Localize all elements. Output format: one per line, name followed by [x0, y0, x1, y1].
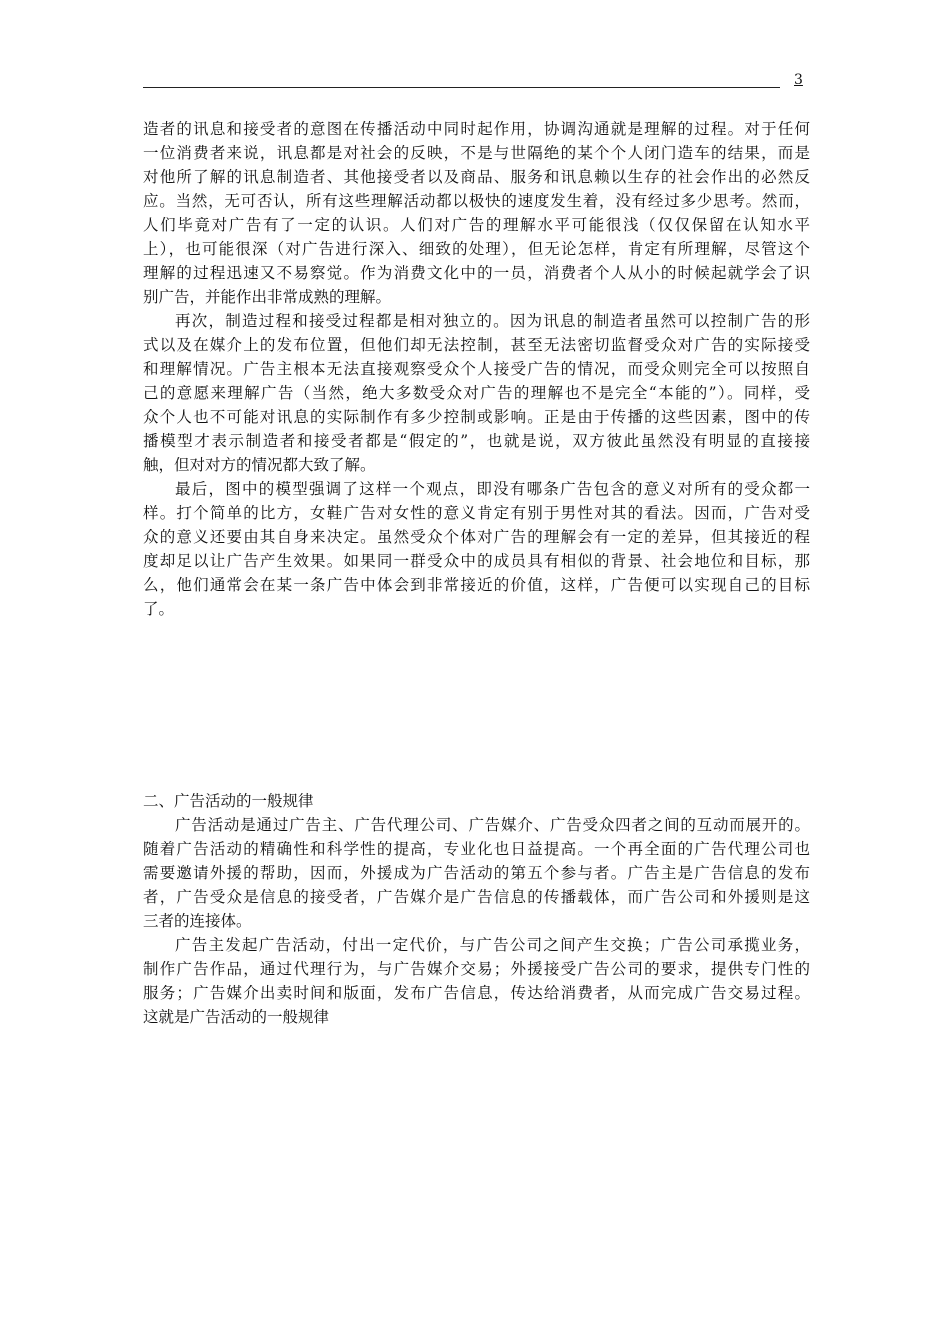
text-line: 触，但对对方的情况都大致了解。	[143, 456, 376, 474]
text-line: 广告主发起广告活动，付出一定代价，与广告公司之间产生交换；广告公司承揽业务，	[175, 936, 810, 954]
text-line: 需要邀请外援的帮助，因而，外援成为广告活动的第五个参与者。广告主是广告信息的发布	[143, 864, 810, 882]
section-body-2	[143, 789, 810, 1029]
text-line: 应。当然，无可否认，所有这些理解活动都以极快的速度发生着，没有经过多少思考。然而，	[143, 192, 810, 210]
text-line: 这就是广告活动的一般规律	[143, 1008, 330, 1026]
text-line: 三者的连接体。	[143, 912, 252, 930]
page-number: 3	[794, 72, 803, 88]
section-body-1	[143, 117, 810, 621]
text-line: 一位消费者来说，讯息都是对社会的反映，不是与世隔绝的某个个人闭门造车的结果，而是	[143, 144, 810, 162]
text-line: 度却足以让广告产生效果。如果同一群受众中的成员具有相似的背景、社会地位和目标，那	[143, 552, 810, 570]
text-line: 别广告，并能作出非常成熟的理解。	[143, 288, 392, 306]
text-line: 服务；广告媒介出卖时间和版面，发布广告信息，传达给消费者，从而完成广告交易过程。	[143, 984, 810, 1002]
text-line: 人们毕竟对广告有了一定的认识。人们对广告的理解水平可能很浅（仅仅保留在认知水平	[143, 216, 810, 234]
text-line: 上），也可能很深（对广告进行深入、细致的处理），但无论怎样，肯定有所理解，尽管这个	[143, 240, 810, 258]
text-line: 广告活动是通过广告主、广告代理公司、广告媒介、广告受众四者之间的互动而展开的。	[175, 816, 810, 834]
text-line: 理解的过程迅速又不易察觉。作为消费文化中的一员，消费者个人从小的时候起就学会了识	[143, 264, 810, 282]
text-line: 最后，图中的模型强调了这样一个观点，即没有哪条广告包含的意义对所有的受众都一	[175, 480, 810, 498]
text-line: 样。打个简单的比方，女鞋广告对女性的意义肯定有别于男性对其的看法。因而，广告对受	[143, 504, 810, 522]
text-line: 式以及在媒介上的发布位置，但他们却无法控制，甚至无法密切监督受众对广告的实际接受	[143, 336, 810, 354]
text-line: 制作广告作品，通过代理行为，与广告媒介交易；外援接受广告公司的要求，提供专门性的	[143, 960, 810, 978]
text-line: 和理解情况。广告主根本无法直接观察受众个人接受广告的情况，而受众则完全可以按照自	[143, 360, 810, 378]
header-rule	[143, 87, 780, 88]
text-line: 众的意义还要由其自身来决定。虽然受众个体对广告的理解会有一定的差异，但其接近的程	[143, 528, 810, 546]
section-heading: 二、广告活动的一般规律	[143, 792, 314, 810]
text-line: 随着广告活动的精确性和科学性的提高，专业化也日益提高。一个再全面的广告代理公司也	[143, 840, 810, 858]
text-line: 者，广告受众是信息的接受者，广告媒介是广告信息的传播载体，而广告公司和外援则是这	[143, 888, 810, 906]
text-line: 播模型才表示制造者和接受者都是“假定的”，也就是说，双方彼此虽然没有明显的直接接	[143, 432, 810, 450]
text-line: 了。	[143, 600, 175, 618]
text-line: 众个人也不可能对讯息的实际制作有多少控制或影响。正是由于传播的这些因素，图中的传	[143, 408, 810, 426]
text-line: 么，他们通常会在某一条广告中体会到非常接近的价值，这样，广告便可以实现自己的目标	[143, 576, 810, 594]
text-line: 己的意愿来理解广告（当然，绝大多数受众对广告的理解也不是完全“本能的”）。同样，受	[143, 384, 810, 402]
text-line: 再次，制造过程和接受过程都是相对独立的。因为讯息的制造者虽然可以控制广告的形	[175, 312, 810, 330]
text-line: 造者的讯息和接受者的意图在传播活动中同时起作用，协调沟通就是理解的过程。对于任何	[143, 120, 810, 138]
text-line: 对他所了解的讯息制造者、其他接受者以及商品、服务和讯息赖以生存的社会作出的必然反	[143, 168, 810, 186]
